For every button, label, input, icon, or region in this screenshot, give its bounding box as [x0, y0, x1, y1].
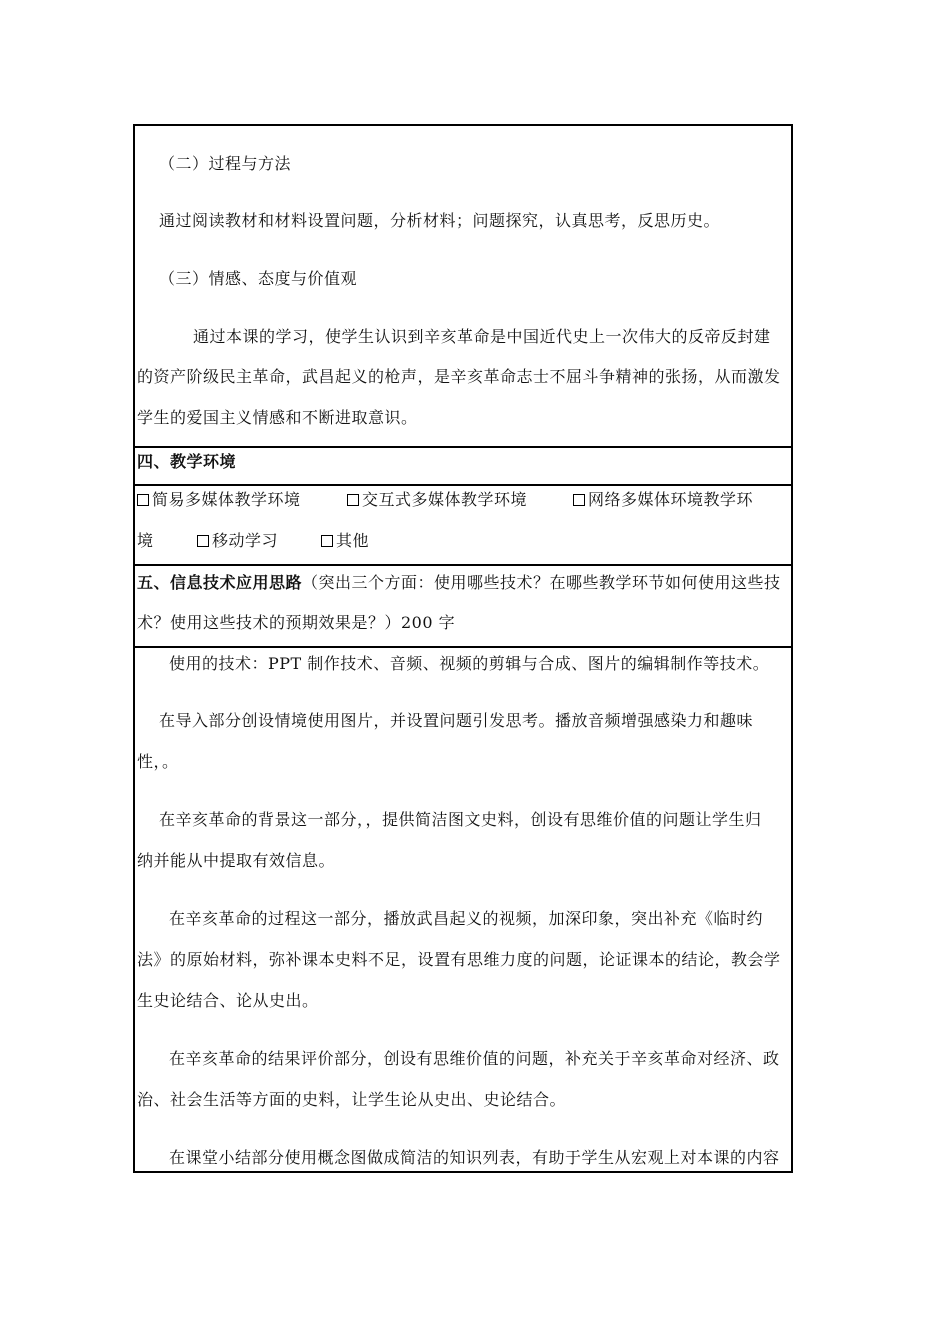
option-label: 交互式多媒体教学环境: [362, 490, 528, 509]
row-divider: [135, 484, 791, 486]
checkbox-icon[interactable]: [137, 494, 149, 506]
tech-paragraph-5-line-2: 治、社会生活等方面的史料，让学生论从史出、史论结合。: [137, 1090, 567, 1109]
section-five-heading-line-1: [137, 572, 791, 594]
checkbox-icon[interactable]: [321, 535, 333, 547]
lesson-plan-table: [133, 124, 793, 1173]
row-divider: [135, 446, 791, 448]
row-divider: [135, 564, 791, 566]
tech-paragraph-4-line-3: 生史论结合、论从史出。: [137, 991, 319, 1010]
tech-paragraph-3-line-2: 纳并能从中提取有效信息。: [137, 851, 336, 870]
tech-paragraph-4-line-2: 法》的原始材料，弥补课本史料不足，设置有思维力度的问题，论证课本的结论，教会学: [137, 950, 781, 969]
checkbox-icon[interactable]: [347, 494, 359, 506]
checkbox-icon[interactable]: [197, 535, 209, 547]
option-label: 移动学习: [212, 531, 279, 550]
option-label: 简易多媒体教学环境: [152, 490, 301, 509]
option-interactive-multimedia[interactable]: [347, 489, 527, 511]
emotion-text-line-2: 的资产阶级民主革命，武昌起义的枪声，是辛亥革命志士不屈斗争精神的张扬，从而激发: [137, 367, 781, 386]
tech-paragraph-5-line-1: 在辛亥革命的结果评价部分，创设有思维价值的问题，补充关于辛亥革命对经济、政: [169, 1049, 780, 1068]
emotion-text-line-1: 通过本课的学习，使学生认识到辛亥革命是中国近代史上一次伟大的反帝反封建: [193, 327, 771, 346]
option-label: 其他: [336, 531, 370, 550]
section-five-note-2: 术？使用这些技术的预期效果是？）200 字: [137, 613, 456, 632]
option-mobile-learning[interactable]: [197, 530, 278, 552]
section-five-note-1: （突出三个方面：使用哪些技术？在哪些教学环节如何使用这些技: [302, 573, 781, 592]
tech-paragraph-4-line-1: 在辛亥革命的过程这一部分，播放武昌起义的视频，加深印象，突出补充《临时约: [169, 909, 764, 928]
section-four-heading: 四、教学环境: [137, 452, 237, 471]
option-label: 网络多媒体环境教学环: [588, 490, 754, 509]
option-network-multimedia[interactable]: [573, 489, 753, 511]
row-divider: [135, 646, 791, 648]
section-five-title: 五、信息技术应用思路: [137, 573, 303, 592]
emotion-text-line-3: 学生的爱国主义情感和不断进取意识。: [137, 408, 418, 427]
process-method-text: 通过阅读教材和材料设置问题，分析材料；问题探究，认真思考，反思历史。: [159, 211, 721, 230]
option-wrap-text: 境: [137, 531, 154, 550]
process-method-heading: （二）过程与方法: [159, 154, 292, 173]
tech-paragraph-2-line-1: 在导入部分创设情境使用图片，并设置问题引发思考。播放音频增强感染力和趣味: [159, 711, 754, 730]
tech-paragraph-2-line-2: 性，。: [137, 752, 179, 771]
tech-paragraph-6-line-1: 在课堂小结部分使用概念图做成简洁的知识列表，有助于学生从宏观上对本课的内容: [169, 1148, 780, 1167]
option-simple-multimedia[interactable]: [137, 489, 301, 511]
checkbox-icon[interactable]: [573, 494, 585, 506]
tech-paragraph-1: 使用的技术：PPT 制作技术、音频、视频的剪辑与合成、图片的编辑制作等技术。: [169, 654, 770, 673]
tech-paragraph-3-line-1: 在辛亥革命的背景这一部分，，提供简洁图文史料，创设有思维价值的问题让学生归: [159, 810, 762, 829]
option-other[interactable]: [321, 530, 369, 552]
emotion-attitude-heading: （三）情感、态度与价值观: [159, 269, 358, 288]
